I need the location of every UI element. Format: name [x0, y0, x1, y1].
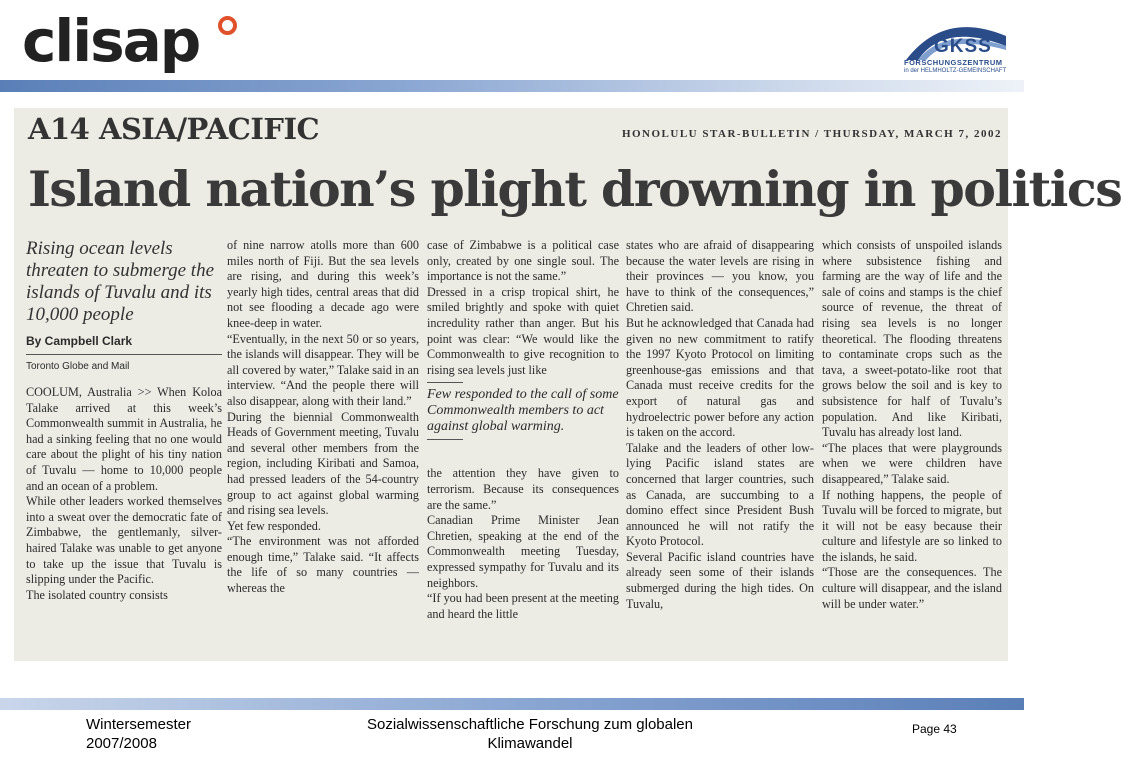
paragraph: During the biennial Commonwealth Heads of Government meeting, Tuvalu and several other members from the region, including Kiribati and Samoa, had pressed leaders of the 54-country group to act against global warming and rising sea levels.	[227, 409, 419, 518]
paragraph: Yet few responded.	[227, 518, 321, 533]
paragraph: states who are afraid of disappearing because the water levels are rising in their provinces — you know, you have to think of the consequences,” Chretien said.	[626, 238, 814, 315]
paragraph: “The environment was not afforded enough time,” Talake said. “It affects the life of so many countries — whereas the	[227, 534, 419, 596]
paragraph: Canadian Prime Minister Jean Chretien, speaking at the end of the Commonwealth meeting Tuesday, expressed sympathy for Tuvalu and its neighbors.	[427, 513, 619, 590]
headline: Island nation’s plight drowning in politics	[28, 160, 1121, 218]
footer-bar	[0, 698, 1024, 710]
pull-quote-rule	[427, 382, 463, 383]
paragraph: If nothing happens, the people of Tuvalu will be forced to migrate, but it will not be easy because their culture and lifestyle are so linked to the islands, he said.	[822, 487, 1002, 564]
byline-rule	[26, 354, 222, 355]
byline: By Campbell Clark	[26, 334, 133, 348]
paragraph: Several Pacific island countries have already seen some of their islands submerged during the high tides. On Tuvalu,	[626, 549, 814, 611]
paragraph: case of Zimbabwe is a political case only, created by one single soul. The importance is not the same.”	[427, 238, 619, 284]
pull-quote: Few responded to the call of some Commonwealth members to act against global warming.	[427, 387, 619, 435]
dateline: HONOLULU STAR-BULLETIN / THURSDAY, MARCH 7, 2002	[621, 128, 1002, 140]
deck: Rising ocean levels threaten to submerge the islands of Tuvalu and its 10,000 people	[26, 238, 215, 325]
paragraph: “If you had been present at the meeting and heard the little	[427, 591, 619, 621]
paragraph: While other leaders worked themselves into a sweat over the democratic fate of Zimbabwe, the gentlemanly, silver-haired Talake was unable to get anyone to take up the issue that Tuvalu is slipping under the Pacific.	[26, 494, 222, 587]
section-label: A14 ASIA/PACIFIC	[28, 112, 320, 146]
gkss-logo	[900, 14, 1010, 76]
paragraph: the attention they have given to terrorism. Because its consequences are the same.”	[427, 466, 619, 512]
paragraph: which consists of unspoiled islands where subsistence fishing and farming are the way of life and the sale of coins and stamps is the chief source of revenue, the threat of rising sea levels is no longer theoretical. The flooding threatens to contaminate crops such as the tava, a sweet-potato-like root that grows below the soil and is key to subsistence for half of Tuvalu’s population. And like Kiribati, Tuvalu has already lost land.	[822, 238, 1002, 440]
page-number: Page 43	[912, 722, 957, 736]
pull-quote-rule	[427, 439, 463, 440]
logo-ring-icon	[218, 16, 237, 35]
paragraph: But he acknowledged that Canada had given no new commitment to ratify the 1997 Kyoto Protocol on limiting greenhouse-gas emissions and that Canada must receive credits for the export of natural gas and hydroelectric power before any action is taken on the accord.	[626, 315, 814, 440]
paragraph: Talake and the leaders of other low-lying Pacific island states are concerned that larger countries, such as Canada, are succumbing to a domino effect since President Bush announced he will not ratify the Kyoto Protocol.	[626, 440, 814, 549]
gkss-name: GKSS	[934, 36, 992, 57]
clisap-logo-text: clisap	[22, 7, 200, 75]
paragraph: Dressed in a crisp tropical shirt, he smiled brightly and spoke with quiet incredulity rather than anger. But his point was clear: “We would like the Commonwealth to give recognition to rising sea levels just like	[427, 284, 619, 377]
header-bar	[0, 80, 1024, 92]
byline-source: Toronto Globe and Mail	[26, 361, 130, 372]
gkss-subtitle-small: in der HELMHOLTZ-GEMEINSCHAFT	[904, 68, 1007, 74]
newspaper-clipping	[14, 108, 1121, 661]
footer-course-title: Sozialwissenschaftliche Forschung zum globalen Klimawandel	[366, 716, 693, 752]
paragraph: of nine narrow atolls more than 600 miles north of Fiji. But the sea levels are rising, and during this week’s yearly high tides, central areas that did not see flooding a decade ago were knee-deep in water.	[227, 238, 419, 330]
gkss-subtitle: FORSCHUNGSZENTRUM	[904, 58, 1003, 67]
paragraph: “Eventually, in the next 50 or so years, the islands will disappear. They will be all covered by water,” Talake said in an interview. “And the people there will also disappear, along with their land.”	[227, 331, 419, 408]
paragraph: COOLUM, Australia >> When Koloa Talake arrived at this week’s Commonwealth summit in Australia, he had a sinking feeling that no one would care about the plight of his tiny nation of Tuvalu — home to 10,000 people and an ocean of a problem.	[26, 385, 222, 493]
column-5	[822, 238, 1002, 612]
footer-semester: Wintersemester 2007/2008	[86, 716, 192, 752]
column-4	[626, 238, 814, 612]
column-1	[26, 238, 222, 603]
paragraph: “The places that were playgrounds when we were children have disappeared,” Talake said.	[822, 440, 1002, 486]
paragraph: The isolated country consists	[26, 587, 168, 602]
column-2	[227, 238, 419, 597]
column-3	[427, 238, 619, 622]
paragraph: “Those are the consequences. The culture will disappear, and the island will be under water.”	[822, 565, 1002, 611]
clisap-logo	[22, 6, 252, 76]
